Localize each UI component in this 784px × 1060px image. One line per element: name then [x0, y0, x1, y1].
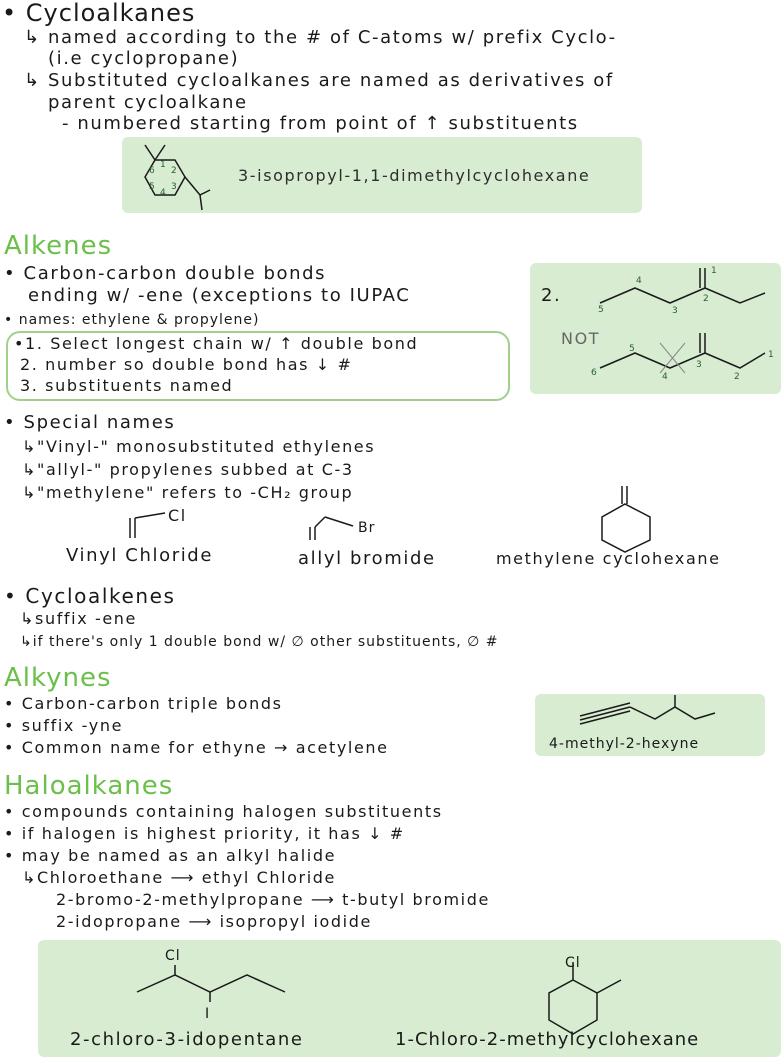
bad-number: 4 — [662, 372, 668, 382]
alkynes-line-1: • Carbon-carbon triple bonds — [4, 694, 283, 713]
arrow-icon: ↳ — [24, 70, 41, 91]
arrow-icon: ↳ — [20, 634, 33, 650]
arrow-icon: ↳ — [22, 437, 38, 456]
alkenes-bullet-1: • Carbon-carbon double bonds — [4, 263, 327, 284]
arrow-icon: ↳ — [20, 609, 36, 628]
chlorine-atom: Cl — [165, 948, 181, 964]
alkynes-line-2: • suffix -yne — [4, 716, 124, 735]
special-name-1: ↳"Vinyl-" monosubstituted ethylenes — [22, 437, 376, 456]
cycloalkenes-line-2: ↳if there's only 1 double bond w/ ∅ other substituents, ∅ # — [20, 634, 499, 650]
alkynes-heading: Alkynes — [4, 663, 112, 693]
alkenes-heading: Alkenes — [4, 231, 113, 261]
cycloalkanes-line-5: - numbered starting from point of ↑ substituents — [62, 113, 579, 134]
ring-number: 6 — [149, 166, 155, 176]
haloalkanes-line-2: • if halogen is highest priority, it has ↓ # — [4, 824, 405, 843]
alkenes-bullet-1b: ending w/ -ene (exceptions to IUPAC — [28, 285, 411, 306]
cycloalkenes-line-1: ↳suffix -ene — [20, 609, 137, 628]
cycloalkanes-line-1: ↳ named according to the # of C-atoms w/ prefix Cyclo- — [24, 27, 617, 48]
arrow-icon: ↳ — [22, 460, 38, 479]
allyl-atom: Br — [358, 520, 376, 536]
ring-number: 3 — [171, 182, 177, 192]
cycloalkanes-line-3: ↳ Substituted cycloalkanes are named as derivatives of — [24, 70, 614, 91]
alkene-chain-diagrams — [590, 263, 770, 393]
alkenes-bullet-2: • names: ethylene & propylene) — [4, 312, 260, 328]
bad-number: 5 — [629, 344, 635, 354]
haloalkane-name-1: 2-chloro-3-idopentane — [70, 1029, 304, 1050]
ring-number: 5 — [149, 182, 155, 192]
ring-number: 2 — [171, 166, 177, 176]
special-names-heading: • Special names — [4, 412, 176, 433]
cycloalkenes-heading: • Cycloalkenes — [4, 584, 176, 608]
chlorine-atom: Cl — [565, 955, 581, 971]
haloalkanes-example-1: ↳Chloroethane ⟶ ethyl Chloride — [22, 868, 336, 887]
iodine-atom: I — [205, 1006, 211, 1022]
bad-number: 6 — [591, 368, 597, 378]
methylene-cyclohexane-label: methylene cyclohexane — [496, 549, 721, 568]
haloalkanes-example-2: 2-bromo-2-methylpropane ⟶ t-butyl bromide — [56, 890, 490, 909]
bad-number: 3 — [696, 360, 702, 370]
cycloalkane-example-name: 3-isopropyl-1,1-dimethylcyclohexane — [238, 166, 591, 185]
haloalkanes-example-3: 2-idopropane ⟶ isopropyl iodide — [56, 912, 372, 931]
cyclohexane-structure — [130, 140, 210, 220]
not-label: NOT — [561, 329, 601, 348]
haloalkane-name-2: 1-Chloro-2-methylcyclohexane — [395, 1029, 700, 1050]
haloalkanes-heading: Haloalkanes — [4, 771, 174, 801]
good-number: 4 — [636, 276, 642, 286]
numbering-label: 2. — [541, 285, 562, 306]
cycloalkanes-line-4: parent cycloalkane — [48, 92, 248, 113]
haloalkanes-line-1: • compounds containing halogen substituents — [4, 802, 443, 821]
cycloalkanes-heading: • Cycloalkanes — [2, 0, 196, 27]
bad-number: 2 — [734, 372, 740, 382]
arrow-icon: ↳ — [22, 868, 38, 887]
alkyne-example-name: 4-methyl-2-hexyne — [549, 736, 700, 752]
haloalkanes-line-3: • may be named as an alkyl halide — [4, 846, 337, 865]
vinyl-atom: Cl — [168, 506, 187, 525]
naming-step-2: 2. number so double bond has ↓ # — [20, 355, 353, 374]
naming-step-3: 3. substituents named — [20, 376, 234, 395]
good-number: 1 — [711, 266, 717, 276]
special-name-2: ↳"allyl-" propylenes subbed at C-3 — [22, 460, 354, 479]
special-name-3: ↳"methylene" refers to -CH₂ group — [22, 483, 354, 502]
naming-step-1: •1. Select longest chain w/ ↑ double bond — [14, 334, 419, 353]
ring-number: 4 — [160, 188, 166, 198]
good-number: 3 — [672, 306, 678, 316]
good-number: 2 — [703, 294, 709, 304]
allyl-bromide-label: allyl bromide — [298, 548, 436, 569]
alkyne-structure — [575, 695, 735, 735]
alkynes-line-3: • Common name for ethyne → acetylene — [4, 738, 389, 757]
arrow-icon: ↳ — [22, 483, 38, 502]
ring-number: 1 — [160, 160, 166, 170]
cycloalkanes-line-2: (i.e cyclopropane) — [48, 48, 240, 69]
vinyl-chloride-label: Vinyl Chloride — [66, 545, 213, 566]
bad-number: 1 — [768, 350, 774, 360]
chloro-iodo-pentane-structure — [135, 960, 305, 1020]
arrow-icon: ↳ — [24, 27, 41, 48]
good-number: 5 — [598, 305, 604, 315]
